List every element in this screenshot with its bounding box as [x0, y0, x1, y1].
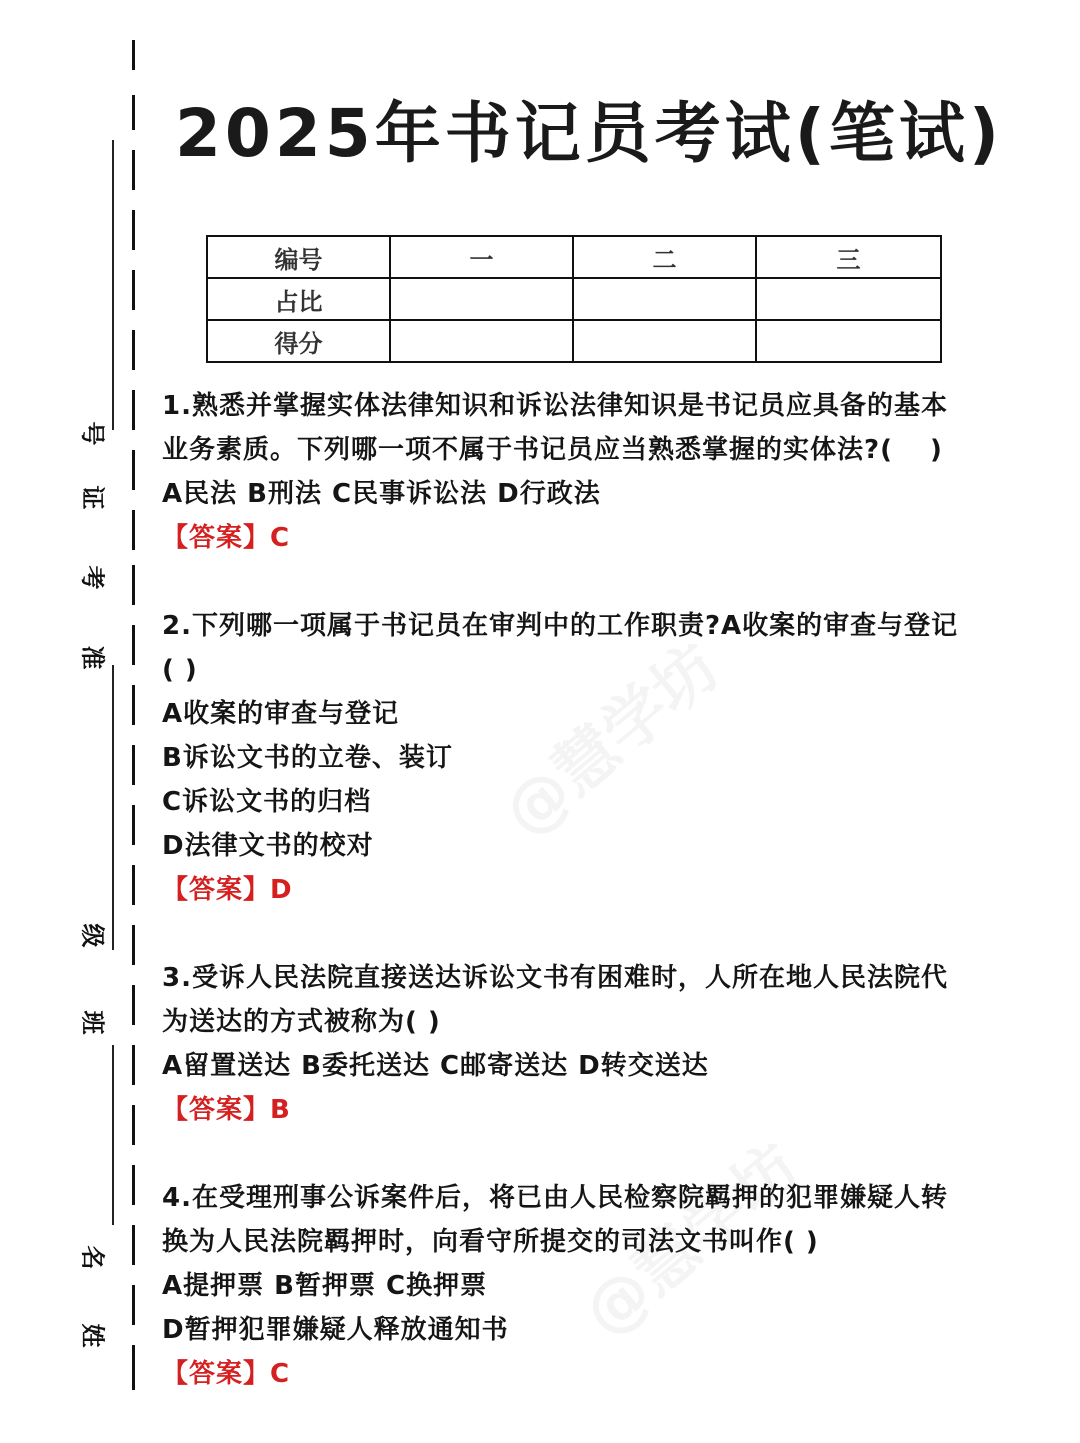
question-2	[162, 604, 1042, 912]
table-cell	[573, 278, 756, 320]
table-cell	[756, 320, 941, 362]
label-char: 证	[78, 485, 108, 510]
score-table	[206, 235, 942, 363]
question-option: A收案的审查与登记	[162, 699, 400, 729]
binding-dash	[132, 565, 135, 605]
spacer	[162, 560, 1042, 604]
binding-dash	[132, 40, 135, 70]
question-3	[162, 956, 1042, 1132]
question-4	[162, 1176, 1042, 1396]
binding-dash	[132, 1165, 135, 1205]
binding-dash	[132, 390, 135, 430]
question-text: 2.下列哪一项属于书记员在审判中的工作职责?A收案的审查与登记	[162, 611, 959, 641]
binding-dash	[132, 625, 135, 665]
question-text: 4.在受理刑事公诉案件后，将已由人民检察院羁押的犯罪嫌疑人转	[162, 1183, 948, 1213]
question-options: A提押票 B暂押票 C换押票	[162, 1271, 488, 1301]
question-text: 3.受诉人民法院直接送达诉讼文书有困难时，人所在地人民法院代	[162, 963, 948, 993]
table-cell: 占比	[207, 278, 390, 320]
binding-dash	[132, 150, 135, 190]
label-char: 考	[78, 565, 108, 590]
binding-dash	[132, 210, 135, 250]
binding-dash	[132, 1345, 135, 1390]
label-char: 班	[78, 1010, 108, 1035]
answer-text: 【答案】C	[162, 1359, 291, 1389]
binding-dash	[132, 1045, 135, 1085]
question-options: A留置送达 B委托送达 C邮寄送达 D转交送达	[162, 1051, 709, 1081]
answer-text: 【答案】B	[162, 1095, 291, 1125]
binding-dash	[132, 450, 135, 490]
table-cell: 一	[390, 236, 573, 278]
question-option: D暂押犯罪嫌疑人释放通知书	[162, 1315, 509, 1345]
binding-dash	[132, 1285, 135, 1325]
table-cell: 编号	[207, 236, 390, 278]
table-cell: 三	[756, 236, 941, 278]
answer-text: 【答案】C	[162, 523, 291, 553]
binding-dash	[132, 510, 135, 550]
question-text: 1.熟悉并掌握实体法律知识和诉讼法律知识是书记员应具备的基本	[162, 391, 948, 421]
table-cell: 二	[573, 236, 756, 278]
binding-dash	[132, 95, 135, 130]
question-text: ( )	[162, 655, 198, 685]
table-cell	[390, 278, 573, 320]
label-char: 级	[78, 923, 108, 948]
question-text: 业务素质。下列哪一项不属于书记员应当熟悉掌握的实体法?( )	[162, 435, 943, 465]
table-cell	[390, 320, 573, 362]
label-char: 号	[78, 421, 108, 446]
question-option: C诉讼文书的归档	[162, 787, 372, 817]
label-char: 名	[78, 1245, 108, 1270]
spacer	[162, 1132, 1042, 1176]
name-line	[112, 1045, 114, 1225]
page-title: 2025年书记员考试(笔试)	[175, 95, 1004, 172]
table-row	[207, 236, 941, 278]
binding-dash	[132, 685, 135, 725]
binding-dash	[132, 1225, 135, 1265]
exam-id-line	[112, 140, 114, 430]
table-cell: 得分	[207, 320, 390, 362]
answer-text: 【答案】D	[162, 875, 293, 905]
label-char: 姓	[78, 1323, 108, 1348]
question-options: A民法 B刑法 C民事诉讼法 D行政法	[162, 479, 601, 509]
label-char: 准	[78, 645, 108, 670]
spacer	[162, 912, 1042, 956]
question-text: 为送达的方式被称为( )	[162, 1007, 441, 1037]
binding-dash	[132, 865, 135, 905]
binding-dash	[132, 985, 135, 1025]
binding-dash	[132, 330, 135, 370]
binding-dash	[132, 745, 135, 785]
question-text: 换为人民法院羁押时，向看守所提交的司法文书叫作( )	[162, 1227, 819, 1257]
question-option: B诉讼文书的立卷、装订	[162, 743, 453, 773]
binding-dash	[132, 805, 135, 845]
question-list	[162, 384, 1042, 1396]
binding-dash	[132, 270, 135, 310]
binding-dash	[132, 925, 135, 965]
table-row	[207, 278, 941, 320]
table-row	[207, 320, 941, 362]
table-cell	[573, 320, 756, 362]
table-cell	[756, 278, 941, 320]
question-1	[162, 384, 1042, 560]
class-line	[112, 665, 114, 950]
question-option: D法律文书的校对	[162, 831, 374, 861]
binding-dash	[132, 1105, 135, 1145]
